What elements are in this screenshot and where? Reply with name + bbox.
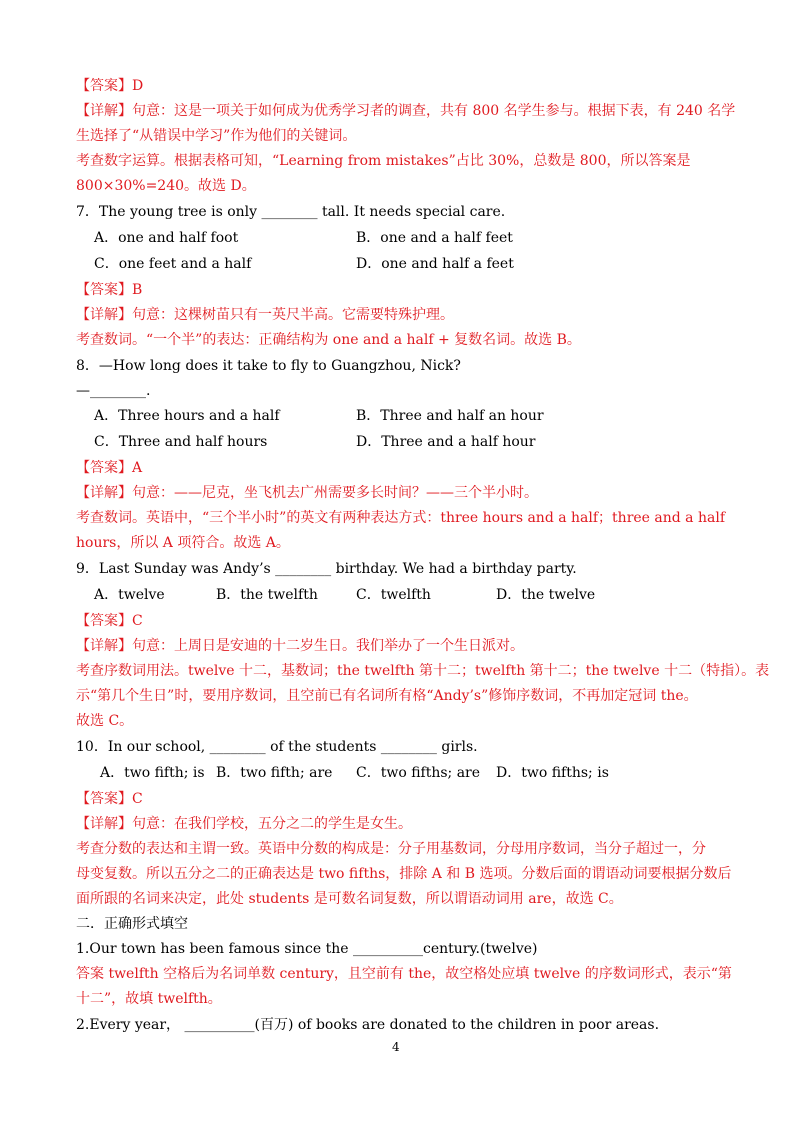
q9-option-c: C．twelfth: [356, 587, 431, 603]
fill-q2: 2.Every year， __________(百万) of books are donated to the children in poor areas.: [76, 1017, 660, 1033]
q6-detail-line4: 800×30%=240。故选 D。: [76, 178, 256, 194]
q9-option-b: B．the twelfth: [216, 587, 318, 603]
q8-detail-line3: hours，所以 A 项符合。故选 A。: [76, 535, 290, 551]
q6-answer: 【答案】D: [76, 78, 144, 94]
q7-answer: 【答案】B: [76, 282, 143, 298]
q9-detail-line1: 【详解】句意：上周日是安迪的十二岁生日。我们举办了一个生日派对。: [76, 638, 524, 654]
q10-detail-line3: 母变复数。所以五分之二的正确表达是 two fifths，排除 A 和 B 选项。分数后面的谓语动词要根据分数后: [76, 866, 732, 882]
q7-question: 7．The young tree is only ________ tall. It needs special care.: [76, 204, 506, 220]
q9-detail-line4: 故选 C。: [76, 713, 134, 729]
q10-answer: 【答案】C: [76, 791, 143, 807]
fill-q1-answer-line2: 十二”，故填 twelfth。: [76, 991, 222, 1007]
page-number: 4: [392, 1040, 400, 1054]
q6-detail-line2: 生选择了“从错误中学习”作为他们的关键词。: [76, 128, 357, 144]
q8-option-d: D．Three and a half hour: [356, 434, 536, 450]
q10-detail-line4: 面所跟的名词来决定，此处 students 是可数名词复数，所以谓语动词用 are，故选 C。: [76, 891, 623, 907]
q8-detail-line2: 考查数词。英语中，“三个半小时”的英文有两种表达方式：three hours and a half；three and a half: [76, 510, 726, 526]
section-heading: 二．正确形式填空: [76, 916, 188, 932]
q8-question: 8．—How long does it take to fly to Guangzhou, Nick?: [76, 358, 461, 374]
q8-option-b: B．Three and half an hour: [356, 408, 544, 424]
q8-detail-line1: 【详解】句意：——尼克，坐飞机去广州需要多长时间？——三个半小时。: [76, 485, 538, 501]
q9-detail-line2: 考查序数词用法。twelve 十二，基数词；the twelfth 第十二；twelfth 第十二；the twelve 十二（特指）。表: [76, 663, 770, 679]
fill-q1-answer-line1: 答案 twelfth 空格后为名词单数 century，且空前有 the，故空格处应填 twelve 的序数词形式，表示“第: [76, 966, 732, 982]
q8-option-a: A．Three hours and a half: [94, 408, 280, 424]
q7-option-d: D．one and half a feet: [356, 256, 514, 272]
q8-answer: 【答案】A: [76, 460, 143, 476]
q7-option-b: B．one and a half feet: [356, 230, 513, 246]
q9-answer: 【答案】C: [76, 613, 143, 629]
q10-option-a: A．two fifth; is: [100, 765, 205, 781]
q10-option-b: B．two fifth; are: [216, 765, 333, 781]
fill-q1: 1.Our town has been famous since the __________century.(twelve): [76, 941, 538, 957]
q8-answer-blank: —________.: [76, 383, 151, 399]
q10-detail-line2: 考查分数的表达和主谓一致。英语中分数的构成是：分子用基数词，分母用序数词，当分子超过一，分: [76, 841, 706, 857]
q7-option-a: A．one and half foot: [94, 230, 239, 246]
q10-detail-line1: 【详解】句意：在我们学校，五分之二的学生是女生。: [76, 816, 412, 832]
q6-detail-line1: 【详解】句意：这是一项关于如何成为优秀学习者的调查，共有 800 名学生参与。根据下表，有 240 名学: [76, 103, 736, 119]
q7-option-c: C．one feet and a half: [94, 256, 252, 272]
q8-option-c: C．Three and half hours: [94, 434, 268, 450]
q9-option-d: D．the twelve: [496, 587, 596, 603]
q10-option-c: C．two fifths; are: [356, 765, 481, 781]
q9-detail-line3: 示“第几个生日”时，要用序数词，且空前已有名词所有格“Andy’s”修饰序数词，不再加定冠词 the。: [76, 688, 698, 704]
q6-detail-line3: 考查数字运算。根据表格可知，“Learning from mistakes”占比 30%，总数是 800，所以答案是: [76, 153, 691, 169]
q9-option-a: A．twelve: [94, 587, 165, 603]
q10-option-d: D．two fifths; is: [496, 765, 609, 781]
q10-question: 10．In our school, ________ of the students ________ girls.: [76, 739, 478, 755]
q7-detail-line2: 考查数词。“一个半”的表达：正确结构为 one and a half + 复数名词。故选 B。: [76, 332, 581, 348]
q7-detail-line1: 【详解】句意：这棵树苗只有一英尺半高。它需要特殊护理。: [76, 307, 454, 323]
q9-question: 9．Last Sunday was Andy’s ________ birthday. We had a birthday party.: [76, 561, 577, 577]
